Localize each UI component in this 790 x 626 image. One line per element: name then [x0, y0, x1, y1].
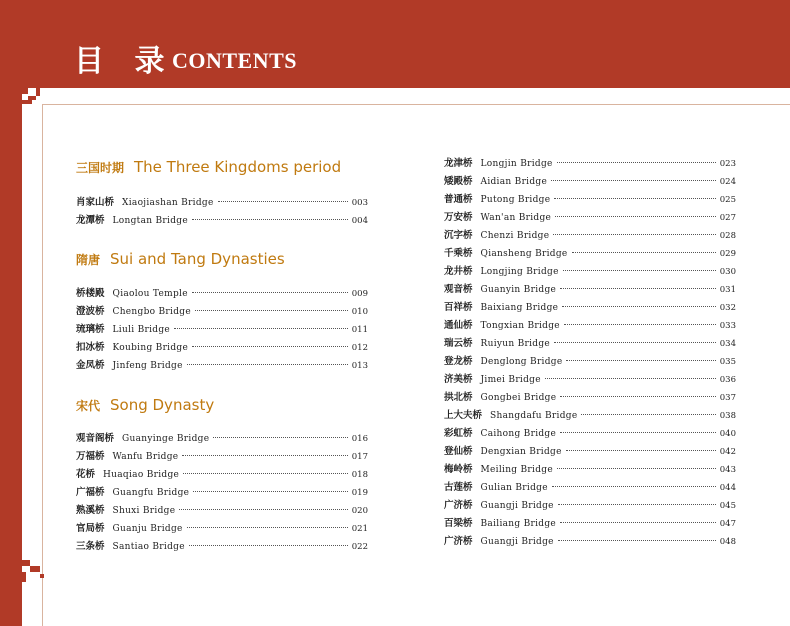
toc-entry[interactable]	[444, 426, 736, 442]
leader-dots	[557, 468, 716, 469]
toc-entry[interactable]	[76, 340, 368, 356]
entry-page: 047	[719, 519, 736, 529]
entry-page: 045	[719, 501, 736, 511]
leader-dots	[551, 180, 716, 181]
toc-entry[interactable]	[76, 322, 368, 338]
entry-cn: 广福桥	[76, 487, 105, 498]
entry-page: 048	[719, 537, 736, 547]
entry-cn: 熟溪桥	[76, 505, 105, 516]
toc-entry[interactable]	[444, 444, 736, 460]
entry-page: 028	[719, 231, 736, 241]
entry-cn: 观音阁桥	[76, 433, 115, 444]
section-title	[76, 158, 341, 176]
entry-en: Guanyin Bridge	[480, 285, 557, 295]
toc-entry[interactable]	[76, 539, 368, 555]
entry-cn: 普通桥	[444, 194, 473, 205]
entry-cn: 济美桥	[444, 374, 473, 385]
entry-cn: 龙井桥	[444, 266, 473, 277]
entry-page: 021	[351, 524, 368, 534]
toc-entry[interactable]	[76, 449, 368, 465]
entry-en: Shuxi Bridge	[112, 506, 176, 516]
leader-dots	[572, 252, 716, 253]
corner-ornament	[22, 560, 30, 566]
entry-page: 040	[719, 429, 736, 439]
toc-entry[interactable]	[76, 467, 368, 483]
entry-page: 018	[351, 470, 368, 480]
entry-cn: 登龙桥	[444, 356, 473, 367]
toc-entry[interactable]	[444, 354, 736, 370]
leader-dots	[545, 378, 716, 379]
entry-en: Longtan Bridge	[112, 216, 188, 226]
entry-en: Qiaolou Temple	[112, 289, 188, 299]
toc-entry[interactable]	[444, 516, 736, 532]
leader-dots	[566, 450, 716, 451]
entry-page: 035	[719, 357, 736, 367]
leader-dots	[187, 527, 348, 528]
toc-entry[interactable]	[444, 462, 736, 478]
toc-entry[interactable]	[444, 498, 736, 514]
entry-page: 032	[719, 303, 736, 313]
section-title-en: Sui and Tang Dynasties	[110, 250, 285, 268]
entry-cn: 梅岭桥	[444, 464, 473, 475]
leader-dots	[553, 234, 715, 235]
leader-dots	[558, 504, 716, 505]
entry-page: 003	[351, 198, 368, 208]
leader-dots	[564, 324, 716, 325]
entry-en: Meiling Bridge	[480, 465, 553, 475]
leader-dots	[554, 342, 716, 343]
entry-en: Putong Bridge	[480, 195, 551, 205]
section-title-en: Song Dynasty	[110, 396, 215, 414]
entry-page: 036	[719, 375, 736, 385]
entry-en: Chenzi Bridge	[480, 231, 550, 241]
entry-page: 044	[719, 483, 736, 493]
entry-en: Baixiang Bridge	[480, 303, 559, 313]
entry-page: 013	[351, 361, 368, 371]
entry-cn: 登仙桥	[444, 446, 473, 457]
entry-cn: 三条桥	[76, 541, 105, 552]
entry-page: 030	[719, 267, 736, 277]
entry-en: Jimei Bridge	[480, 375, 541, 385]
entry-cn: 观音桥	[444, 284, 473, 295]
leader-dots	[557, 162, 716, 163]
entry-en: Ruiyun Bridge	[480, 339, 551, 349]
toc-entry[interactable]	[444, 192, 736, 208]
section-title-en: The Three Kingdoms period	[134, 158, 342, 176]
entry-en: Guangji Bridge	[480, 501, 554, 511]
corner-ornament	[30, 566, 40, 572]
entry-cn: 上大夫桥	[444, 410, 483, 421]
entry-page: 025	[719, 195, 736, 205]
leader-dots	[195, 310, 348, 311]
entry-cn: 万安桥	[444, 212, 473, 223]
toc-entry[interactable]	[76, 213, 368, 229]
entry-cn: 沉字桥	[444, 230, 473, 241]
entry-cn: 百梁桥	[444, 518, 473, 529]
entry-en: Bailiang Bridge	[480, 519, 557, 529]
entry-page: 029	[719, 249, 736, 259]
header-band	[0, 0, 790, 90]
entry-page: 010	[351, 307, 368, 317]
leader-dots	[182, 455, 347, 456]
leader-dots	[179, 509, 347, 510]
entry-en: Dengxian Bridge	[480, 447, 562, 457]
toc-entry[interactable]	[76, 503, 368, 519]
entry-en: Guangji Bridge	[480, 537, 554, 547]
leader-dots	[187, 364, 348, 365]
entry-cn: 百祥桥	[444, 302, 473, 313]
toc-entry[interactable]	[76, 286, 368, 302]
corner-ornament	[22, 88, 28, 94]
entry-en: Shangdafu Bridge	[490, 411, 578, 421]
entry-page: 020	[351, 506, 368, 516]
entry-page: 019	[351, 488, 368, 498]
entry-page: 017	[351, 452, 368, 462]
entry-en: Caihong Bridge	[480, 429, 557, 439]
leader-dots	[560, 522, 716, 523]
entry-en: Gongbei Bridge	[480, 393, 557, 403]
entry-cn: 彩虹桥	[444, 428, 473, 439]
leader-dots	[558, 540, 716, 541]
entry-cn: 琉璃桥	[76, 324, 105, 335]
section-title	[76, 396, 214, 414]
entry-page: 011	[351, 325, 368, 335]
toc-entry[interactable]	[444, 534, 736, 550]
leader-dots	[552, 486, 716, 487]
entry-page: 038	[719, 411, 736, 421]
entry-page: 031	[719, 285, 736, 295]
entry-page: 023	[719, 159, 736, 169]
entry-cn: 官局桥	[76, 523, 105, 534]
leader-dots	[193, 491, 348, 492]
entry-cn: 龙津桥	[444, 158, 473, 169]
section-title-cn: 三国时期	[76, 161, 125, 175]
toc-entry[interactable]	[444, 372, 736, 388]
entry-page: 009	[351, 289, 368, 299]
toc-entry[interactable]	[76, 304, 368, 320]
entry-cn: 古莲桥	[444, 482, 473, 493]
leader-dots	[189, 545, 348, 546]
leader-dots	[566, 360, 715, 361]
entry-cn: 澄波桥	[76, 306, 105, 317]
leader-dots	[192, 292, 348, 293]
toc-entry[interactable]	[444, 480, 736, 496]
leader-dots	[581, 414, 715, 415]
entry-en: Koubing Bridge	[112, 343, 189, 353]
leader-dots	[192, 346, 348, 347]
entry-en: Santiao Bridge	[112, 542, 185, 552]
toc-entry[interactable]	[444, 408, 736, 424]
entry-cn: 花桥	[76, 469, 96, 480]
entry-page: 033	[719, 321, 736, 331]
leader-dots	[560, 432, 716, 433]
toc-entry[interactable]	[76, 485, 368, 501]
entry-en: Qiansheng Bridge	[480, 249, 568, 259]
entry-cn: 通仙桥	[444, 320, 473, 331]
entry-en: Chengbo Bridge	[112, 307, 191, 317]
leader-dots	[218, 201, 348, 202]
entry-en: Gulian Bridge	[480, 483, 548, 493]
entry-cn: 扣冰桥	[76, 342, 105, 353]
toc-entry[interactable]	[444, 246, 736, 262]
entry-page: 043	[719, 465, 736, 475]
toc-entry[interactable]	[444, 318, 736, 334]
toc-entry[interactable]	[444, 282, 736, 298]
entry-en: Huaqiao Bridge	[103, 470, 180, 480]
entry-cn: 肖家山桥	[76, 197, 115, 208]
entry-cn: 千乘桥	[444, 248, 473, 259]
entry-cn: 瑞云桥	[444, 338, 473, 349]
toc-entry[interactable]	[76, 431, 368, 447]
section-title-cn: 隋唐	[76, 253, 101, 267]
entry-en: Guangfu Bridge	[112, 488, 190, 498]
entry-page: 034	[719, 339, 736, 349]
entry-cn: 桥楼殿	[76, 288, 105, 299]
entry-en: Longjin Bridge	[480, 159, 553, 169]
entry-cn: 万福桥	[76, 451, 105, 462]
leader-dots	[560, 396, 715, 397]
leader-dots	[563, 270, 716, 271]
entry-page: 037	[719, 393, 736, 403]
entry-en: Denglong Bridge	[480, 357, 563, 367]
page-title-en: CONTENTS	[172, 48, 298, 73]
entry-cn: 矮殿桥	[444, 176, 473, 187]
leader-dots	[554, 198, 715, 199]
entry-cn: 广济桥	[444, 500, 473, 511]
page-title-cn: 目 录	[74, 44, 175, 79]
section-title-cn: 宋代	[76, 399, 101, 413]
leader-dots	[555, 216, 716, 217]
entry-cn: 广济桥	[444, 536, 473, 547]
leader-dots	[174, 328, 348, 329]
entry-page: 004	[351, 216, 368, 226]
entry-page: 027	[719, 213, 736, 223]
toc-entry[interactable]	[76, 195, 368, 211]
leader-dots	[562, 306, 716, 307]
entry-en: Wanfu Bridge	[112, 452, 179, 462]
entry-en: Wan'an Bridge	[480, 213, 552, 223]
entry-en: Longjing Bridge	[480, 267, 559, 277]
entry-page: 022	[351, 542, 368, 552]
toc-entry[interactable]	[444, 390, 736, 406]
entry-en: Tongxian Bridge	[480, 321, 560, 331]
section-title	[76, 250, 285, 268]
entry-page: 012	[351, 343, 368, 353]
leader-dots	[183, 473, 348, 474]
corner-ornament	[40, 574, 44, 578]
entry-cn: 金凤桥	[76, 360, 105, 371]
toc-entry[interactable]	[444, 264, 736, 280]
entry-en: Guanyinge Bridge	[122, 434, 210, 444]
entry-page: 042	[719, 447, 736, 457]
entry-en: Guanju Bridge	[112, 524, 183, 534]
entry-cn: 拱北桥	[444, 392, 473, 403]
toc-entry[interactable]	[444, 174, 736, 190]
corner-ornament	[22, 572, 26, 582]
leader-dots	[192, 219, 348, 220]
toc-entry[interactable]	[444, 336, 736, 352]
entry-en: Jinfeng Bridge	[112, 361, 183, 371]
entry-cn: 龙潭桥	[76, 215, 105, 226]
corner-ornament	[36, 88, 40, 96]
toc-entry[interactable]	[76, 521, 368, 537]
entry-en: Aidian Bridge	[480, 177, 548, 187]
entry-en: Liuli Bridge	[112, 325, 171, 335]
toc-entry[interactable]	[444, 228, 736, 244]
leader-dots	[213, 437, 347, 438]
corner-ornament	[22, 100, 32, 104]
leader-dots	[560, 288, 716, 289]
toc-entry[interactable]	[444, 210, 736, 226]
toc-entry[interactable]	[444, 300, 736, 316]
entry-page: 024	[719, 177, 736, 187]
toc-entry[interactable]	[444, 156, 736, 172]
toc-entry[interactable]	[76, 358, 368, 374]
entry-page: 016	[351, 434, 368, 444]
entry-en: Xiaojiashan Bridge	[122, 198, 214, 208]
